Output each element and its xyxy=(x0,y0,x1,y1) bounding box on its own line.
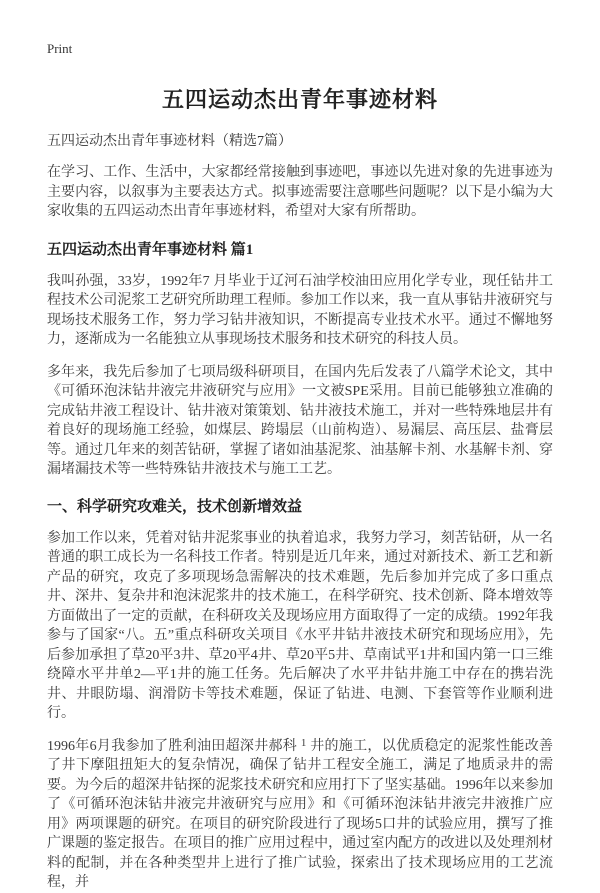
page-subtitle: 五四运动杰出青年事迹材料（精选7篇） xyxy=(47,134,292,149)
print-link[interactable]: Print xyxy=(47,41,73,56)
page-title: 五四运动杰出青年事迹材料 xyxy=(161,87,438,112)
section1-subheading: 一、科学研究攻难关，技术创新增效益 xyxy=(47,498,303,515)
section1-paragraph-2: 多年来，我先后参加了七项局级科研项目，在国内先后发表了八篇学术论文，其中《可循环泡沫钻井液完井液研究与应用》一文被SPE采用。目前已能够独立准确的完成钻井液工程设计、钻井液对策策划、钻井液技术施工，并对一些特殊地层井有着良好的现场施工经验，如煤层、跨塌层（山前构造）、易漏层、高压层、盐膏层等。通过几年来的刻苦钻研，掌握了诸如油基泥浆、油基解卡剂、水基解卡剂、穿漏堵漏技术等一些特殊钻井液技术与施工工艺。 xyxy=(47,364,553,477)
section1-paragraph-4 xyxy=(47,737,553,893)
section1-heading: 五四运动杰出青年事迹材料 篇1 xyxy=(47,241,254,258)
paragraph-4-text-before-superscript: 1996年6月我参加了胜利油田超深井郝科 xyxy=(47,738,301,754)
section1-paragraph-1: 我叫孙强，33岁，1992年7 月毕业于辽河石油学校油田应用化学专业，现任钻井工程技术公司泥浆工艺研究所助理工程师。参加工作以来，我一直从事钻井液研究与现场技术服务工作，努力学习钻井液知识，不断提高专业技术水平。通过不懈地努力，逐渐成为一名能独立从事现场技术服务和技术研究的科技人员。 xyxy=(47,273,553,347)
paragraph-4-text-after-superscript: 井的施工，以优质稳定的泥浆性能改善了井下摩阻扭矩大的复杂情况，确保了钻井工程安全施工，满足了地质录井的需要。为今后的超深井钻探的泥浆技术研究和应用打下了坚实基础。1996年以来参加了《可循环泡沫钻井液完井液研究与应用》和《可循环泡沫钻井液完井液推广应用》两项课题的研究。在项目的研究阶段进行了现场5口井的试验应用，撰写了推广课题的鉴定报告。在项目的推广应用过程中，通过室内配方的改进以及处理剂材料的配制，并在各种类型井上进行了推广试验，探索出了技术现场应用的工艺流程，并 xyxy=(47,738,554,890)
section1-paragraph-3: 参加工作以来，凭着对钻井泥浆事业的执着追求，我努力学习，刻苦钻研，从一名普通的职工成长为一名科技工作者。特别是近几年来，通过对新技术、新工艺和新产品的研究，攻克了多项现场急需解决的技术难题，先后参加并完成了多口重点井、深井、复杂井和泡沫泥浆井的技术施工，在科学研究、技术创新、降本增效等方面做出了一定的贡献，在科研攻关及现场应用方面取得了一定的成绩。1992年我参与了国家“八。五”重点科研攻关项目《水平井钻井液技术研究和现场应用》，先后参加承担了草20平3井、草20平4井、草20平5井、草南试平1井和国内第一口三维绕障水平井单2—平1井的施工任务。先后解决了水平井钻井施工中存在的携岩洗井、井眼防塌、润滑防卡等技术难题，保证了钻进、电测、下套管等作业顺利进行。 xyxy=(47,530,553,721)
intro-paragraph: 在学习、工作、生活中，大家都经常接触到事迹吧，事迹以先进对象的先进事迹为主要内容，以叙事为主要表达方式。拟事迹需要注意哪些问题呢？以下是小编为大家收集的五四运动杰出青年事迹材料，希望对大家有所帮助。 xyxy=(47,165,553,219)
well-number-superscript: 1 xyxy=(300,736,307,749)
